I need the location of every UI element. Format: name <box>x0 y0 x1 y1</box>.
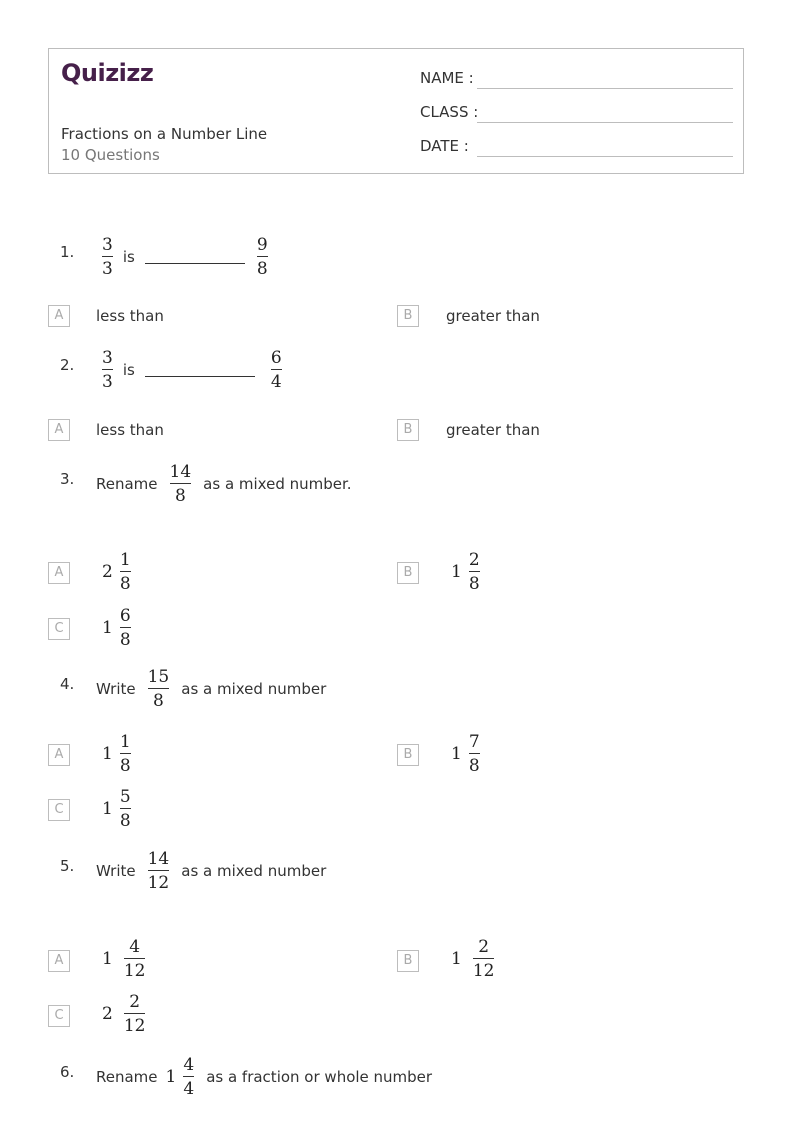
name-label: NAME : <box>420 69 474 87</box>
fraction: $\frac{6}{4}$ <box>270 348 282 392</box>
fraction: $\frac{14}{8}$ <box>169 462 192 506</box>
option-a-box[interactable]: A <box>48 305 70 327</box>
question-2-number: 2. <box>60 356 75 374</box>
option-b-text[interactable]: greater than <box>446 307 540 325</box>
option-c-mixed[interactable]: 1 $\frac{6}{8}$ <box>102 606 131 650</box>
fraction: $\frac{4}{12}$ <box>123 937 146 981</box>
option-b-box[interactable]: B <box>397 305 419 327</box>
option-c-box[interactable]: C <box>48 799 70 821</box>
option-c-mixed[interactable]: 1 $\frac{5}{8}$ <box>102 787 131 831</box>
fraction: $\frac{5}{8}$ <box>119 787 131 831</box>
option-b-box[interactable]: B <box>397 419 419 441</box>
question-3-number: 3. <box>60 470 75 488</box>
question-5-text: Write $\frac{14}{12}$ as a mixed number <box>96 849 327 893</box>
fraction: $\frac{1}{8}$ <box>119 550 131 594</box>
question-4-number: 4. <box>60 675 75 693</box>
fraction: $\frac{3}{3}$ <box>102 348 113 392</box>
fraction: $\frac{3}{3}$ <box>102 235 113 279</box>
worksheet-title: Fractions on a Number Line <box>61 125 268 143</box>
option-a-box[interactable]: A <box>48 744 70 766</box>
option-b-box[interactable]: B <box>397 562 419 584</box>
class-label: CLASS : <box>420 103 479 121</box>
date-label: DATE : <box>420 137 469 155</box>
option-a-text[interactable]: less than <box>96 421 164 439</box>
worksheet-header <box>48 48 744 174</box>
option-a-box[interactable]: A <box>48 950 70 972</box>
date-field[interactable] <box>420 137 469 155</box>
option-a-mixed[interactable]: 1 $\frac{4}{12}$ <box>102 937 146 981</box>
question-5-number: 5. <box>60 857 75 875</box>
option-a-mixed[interactable]: 1 $\frac{1}{8}$ <box>102 732 131 776</box>
option-c-mixed[interactable]: 2 $\frac{2}{12}$ <box>102 992 146 1036</box>
name-field[interactable] <box>420 69 474 87</box>
fraction: $\frac{2}{12}$ <box>472 937 495 981</box>
option-c-box[interactable]: C <box>48 1005 70 1027</box>
option-a-text[interactable]: less than <box>96 307 164 325</box>
fraction: $\frac{2}{8}$ <box>468 550 480 594</box>
option-b-box[interactable]: B <box>397 744 419 766</box>
fraction: $\frac{2}{12}$ <box>123 992 146 1036</box>
answer-blank <box>145 251 245 264</box>
question-1-text: $\frac{3}{3}$ is $\frac{9}{8}$ <box>102 235 268 279</box>
question-6-number: 6. <box>60 1063 75 1081</box>
fraction: $\frac{4}{4}$ <box>183 1055 195 1099</box>
question-6-text: Rename 1 $\frac{4}{4}$ as a fraction or whole number <box>96 1055 433 1099</box>
question-3-text: Rename $\frac{14}{8}$ as a mixed number. <box>96 462 352 506</box>
class-field[interactable] <box>420 103 478 121</box>
question-1-number: 1. <box>60 243 75 261</box>
option-b-mixed[interactable]: 1 $\frac{2}{12}$ <box>451 937 495 981</box>
answer-blank <box>145 364 255 377</box>
fraction: $\frac{9}{8}$ <box>256 235 268 279</box>
question-2-text: $\frac{3}{3}$ is $\frac{6}{4}$ <box>102 348 282 392</box>
option-b-text[interactable]: greater than <box>446 421 540 439</box>
class-line <box>477 122 733 123</box>
question-4-text: Write $\frac{15}{8}$ as a mixed number <box>96 667 327 711</box>
fraction: $\frac{15}{8}$ <box>147 667 170 711</box>
option-c-box[interactable]: C <box>48 618 70 640</box>
option-b-mixed[interactable]: 1 $\frac{2}{8}$ <box>451 550 480 594</box>
question-count: 10 Questions <box>61 146 160 164</box>
option-b-mixed[interactable]: 1 $\frac{7}{8}$ <box>451 732 480 776</box>
name-line <box>477 88 733 89</box>
option-b-box[interactable]: B <box>397 950 419 972</box>
option-a-box[interactable]: A <box>48 419 70 441</box>
fraction: $\frac{1}{8}$ <box>119 732 131 776</box>
date-line <box>477 156 733 157</box>
quizizz-logo: Quizizz <box>61 59 154 87</box>
fraction: $\frac{14}{12}$ <box>147 849 170 893</box>
option-a-box[interactable]: A <box>48 562 70 584</box>
option-a-mixed[interactable]: 2 $\frac{1}{8}$ <box>102 550 131 594</box>
fraction: $\frac{6}{8}$ <box>119 606 131 650</box>
fraction: $\frac{7}{8}$ <box>468 732 480 776</box>
